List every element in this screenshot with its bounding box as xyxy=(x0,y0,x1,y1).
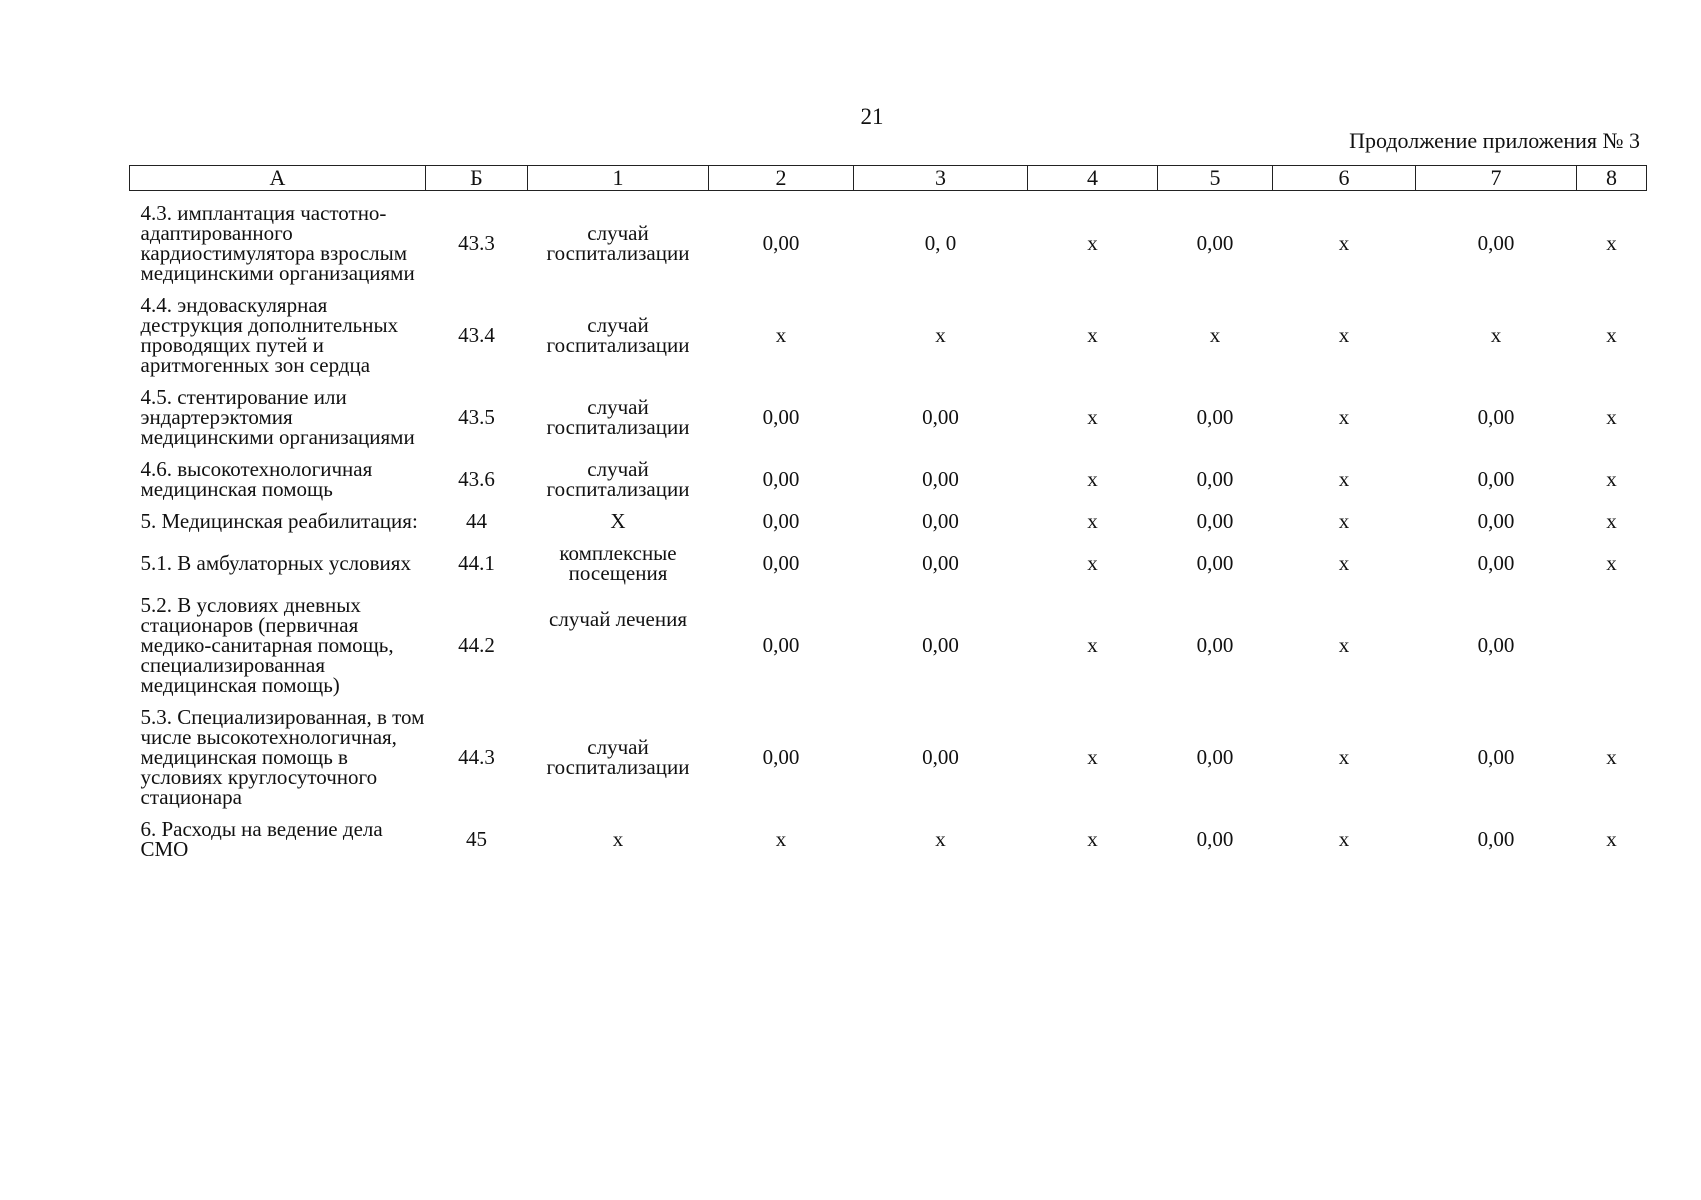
row-code: 44.3 xyxy=(458,745,495,769)
cell-value: 0,00 xyxy=(1477,827,1515,851)
row-name: 4.6. высокотехнологичная медицинская помощь xyxy=(140,457,373,501)
cell-value: х xyxy=(1087,633,1098,657)
row-name: 5. Медицинская реабилитация: xyxy=(140,509,418,533)
cell-value: 0,00 xyxy=(1477,551,1515,575)
cell-value: 0, 0 xyxy=(924,231,957,255)
cell-value: 0,00 xyxy=(1196,467,1234,491)
cell-value: 0,00 xyxy=(922,745,959,769)
cell-value: х xyxy=(1490,323,1502,347)
row-code: 45 xyxy=(466,827,487,851)
cell-value: 0,00 xyxy=(762,231,800,255)
cell-value: х xyxy=(1338,633,1350,657)
cell-value: 0,00 xyxy=(922,551,959,575)
cell-value: 0,00 xyxy=(1477,633,1515,657)
cell-value: х xyxy=(1338,745,1350,769)
cell-value: х xyxy=(1606,509,1617,533)
column-header: 6 xyxy=(1273,166,1416,191)
cell-value: х xyxy=(1087,745,1098,769)
cell-value: х xyxy=(1338,509,1350,533)
cell-value: 0,00 xyxy=(762,467,800,491)
cell-value: х xyxy=(775,827,787,851)
cell-value: х xyxy=(1606,467,1617,491)
row-code: 44.1 xyxy=(458,551,495,575)
cell-value: 0,00 xyxy=(762,745,800,769)
column-header: А xyxy=(130,166,426,191)
cell-value: х xyxy=(1087,509,1098,533)
row-unit: комплексные посещения xyxy=(559,541,677,585)
cell-value: 0,00 xyxy=(1196,231,1234,255)
cell-value: х xyxy=(1338,827,1350,851)
row-name: 4.5. стентирование или эндартерэктомия медицинскими организациями xyxy=(140,385,415,449)
row-name: 4.3. имплантация частотно-адаптированного кардиостимулятора взрослым медицинскими организациями xyxy=(140,201,415,285)
cell-value: х xyxy=(1087,551,1098,575)
cell-value: х xyxy=(1338,323,1350,347)
cell-value: 0,00 xyxy=(922,405,959,429)
row-name: 4.4. эндоваскулярная деструкция дополнительных проводящих путей и аритмогенных зон сердца xyxy=(140,293,399,377)
row-name: 5.3. Специализированная, в том числе высокотехнологичная, медицинская помощь в условиях круглосуточного стационара xyxy=(140,705,425,809)
cell-value: х xyxy=(1338,551,1350,575)
table-row xyxy=(130,813,1647,865)
cell-value: х xyxy=(775,323,787,347)
column-header: 4 xyxy=(1028,166,1158,191)
cell-value: х xyxy=(935,827,946,851)
cell-value: х xyxy=(1606,323,1617,347)
cell-value: 0,00 xyxy=(1196,509,1234,533)
table-row xyxy=(130,191,1647,290)
cell-value: х xyxy=(1087,405,1098,429)
cell-value: 0,00 xyxy=(1477,231,1515,255)
row-code: 43.5 xyxy=(458,405,495,429)
table-row xyxy=(130,505,1647,537)
table-row xyxy=(130,381,1647,453)
row-code: 44.2 xyxy=(458,633,495,657)
cell-value: 0,00 xyxy=(1196,551,1234,575)
column-header: 5 xyxy=(1158,166,1273,191)
row-code: 43.6 xyxy=(458,467,495,491)
data-table xyxy=(129,165,1647,865)
cell-value: х xyxy=(1606,405,1617,429)
row-unit: случай госпитализации xyxy=(546,313,690,357)
cell-value: х xyxy=(1338,405,1350,429)
row-unit: х xyxy=(612,827,624,851)
row-unit: случай госпитализации xyxy=(546,395,690,439)
cell-value: 0,00 xyxy=(922,467,959,491)
cell-value: х xyxy=(935,323,946,347)
column-header: 1 xyxy=(528,166,709,191)
row-name: 5.2. В условиях дневных стационаров (первичная медико-санитарная помощь, специализированная медицинская помощь) xyxy=(140,593,394,697)
cell-value xyxy=(1577,589,1647,701)
row-name: 5.1. В амбулаторных условиях xyxy=(140,551,411,575)
column-header: Б xyxy=(426,166,528,191)
row-unit: случай госпитализации xyxy=(546,457,690,501)
table-row xyxy=(130,701,1647,813)
cell-value: х xyxy=(1209,323,1221,347)
cell-value: 0,00 xyxy=(762,633,800,657)
column-header: 2 xyxy=(709,166,854,191)
continuation-label: Продолжение приложения № 3 xyxy=(1349,128,1640,153)
cell-value: 0,00 xyxy=(762,509,800,533)
cell-value: х xyxy=(1606,551,1617,575)
cell-value: 0,00 xyxy=(922,509,959,533)
column-header: 8 xyxy=(1577,166,1647,191)
row-code: 44 xyxy=(466,509,487,533)
cell-value: х xyxy=(1087,323,1098,347)
row-name: 6. Расходы на ведение дела СМО xyxy=(140,817,383,861)
cell-value: 0,00 xyxy=(1477,467,1515,491)
cell-value: х xyxy=(1606,827,1617,851)
cell-value: х xyxy=(1087,231,1098,255)
column-header: 7 xyxy=(1416,166,1577,191)
cell-value: 0,00 xyxy=(762,551,800,575)
table-row xyxy=(130,537,1647,589)
column-header: 3 xyxy=(854,166,1028,191)
table-row xyxy=(130,453,1647,505)
cell-value: 0,00 xyxy=(1196,633,1234,657)
table-row xyxy=(130,589,1647,701)
cell-value: 0,00 xyxy=(1477,745,1515,769)
cell-value: х xyxy=(1606,745,1617,769)
header-row xyxy=(130,166,1647,191)
cell-value: х xyxy=(1606,231,1617,255)
cell-value: х xyxy=(1087,827,1098,851)
cell-value: х xyxy=(1338,231,1350,255)
cell-value: х xyxy=(1338,467,1350,491)
cell-value: 0,00 xyxy=(1196,745,1234,769)
cell-value: 0,00 xyxy=(1196,827,1234,851)
row-code: 43.4 xyxy=(458,323,495,347)
table-row xyxy=(130,289,1647,381)
cell-value: 0,00 xyxy=(1477,509,1515,533)
cell-value: 0,00 xyxy=(1477,405,1515,429)
row-unit: случай госпитализации xyxy=(546,735,690,779)
row-unit: случай лечения xyxy=(549,607,687,631)
cell-value: 0,00 xyxy=(922,633,959,657)
row-code: 43.3 xyxy=(458,231,495,255)
cell-value: 0,00 xyxy=(1196,405,1234,429)
cell-value: 0,00 xyxy=(762,405,800,429)
row-unit: Х xyxy=(610,509,626,533)
cell-value: х xyxy=(1087,467,1098,491)
row-unit: случай госпитализации xyxy=(546,221,690,265)
page-number: 21 xyxy=(860,104,884,129)
